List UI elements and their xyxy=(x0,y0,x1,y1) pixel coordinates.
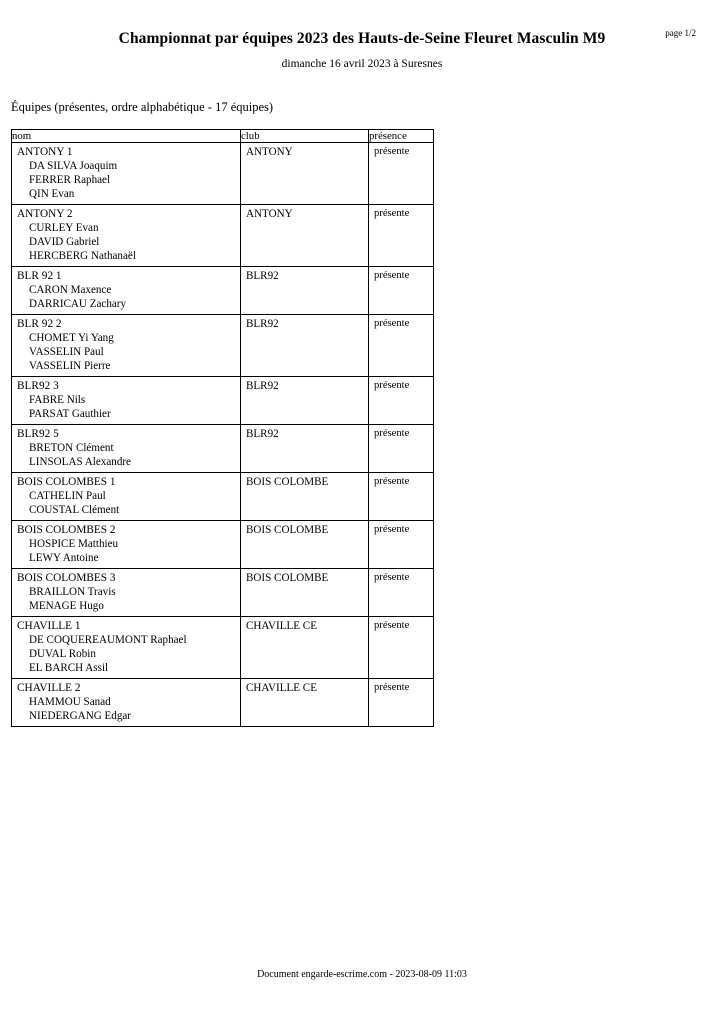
team-name: BLR 92 1 xyxy=(17,270,62,282)
team-name: BLR 92 2 xyxy=(17,318,62,330)
club-name: BLR92 xyxy=(246,380,279,392)
presence-cell xyxy=(369,205,434,267)
presence-status: présente xyxy=(374,572,410,583)
club-cell xyxy=(241,315,369,377)
club-name: BLR92 xyxy=(246,270,279,282)
column-header-club: club xyxy=(241,130,369,143)
team-name: BLR92 3 xyxy=(17,380,59,392)
fencer-name: DUVAL Robin xyxy=(29,648,96,660)
fencer-name: FABRE Nils xyxy=(29,394,86,406)
fencer-name: CARON Maxence xyxy=(29,284,112,296)
table-row xyxy=(12,617,434,679)
fencer-name: HAMMOU Sanad xyxy=(29,696,111,708)
table-row xyxy=(12,267,434,315)
team-cell xyxy=(12,679,241,727)
team-name: ANTONY 1 xyxy=(17,146,73,158)
presence-cell xyxy=(369,569,434,617)
page-subtitle: dimanche 16 avril 2023 à Suresnes xyxy=(281,58,443,70)
table-row xyxy=(12,205,434,267)
fencer-name: VASSELIN Pierre xyxy=(29,360,111,372)
table-row xyxy=(12,473,434,521)
club-name: BLR92 xyxy=(246,428,279,440)
team-name: CHAVILLE 2 xyxy=(17,682,81,694)
table-row xyxy=(12,377,434,425)
club-cell xyxy=(241,267,369,315)
club-cell xyxy=(241,569,369,617)
presence-status: présente xyxy=(374,524,410,535)
club-name: ANTONY xyxy=(246,208,293,220)
club-cell xyxy=(241,679,369,727)
fencer-name: DA SILVA Joaquim xyxy=(29,160,118,172)
team-cell xyxy=(12,205,241,267)
club-name: CHAVILLE CE xyxy=(246,620,317,632)
table-header-row xyxy=(12,130,434,143)
column-header-presence: présence xyxy=(369,130,434,143)
presence-status: présente xyxy=(374,380,410,391)
table-row xyxy=(12,679,434,727)
team-cell xyxy=(12,315,241,377)
fencer-name: QIN Evan xyxy=(29,188,75,200)
presence-cell xyxy=(369,315,434,377)
table-row xyxy=(12,425,434,473)
presence-cell xyxy=(369,521,434,569)
club-cell xyxy=(241,617,369,679)
presence-cell xyxy=(369,679,434,727)
presence-cell xyxy=(369,473,434,521)
table-row xyxy=(12,521,434,569)
fencer-name: CHOMET Yi Yang xyxy=(29,332,114,344)
team-cell xyxy=(12,425,241,473)
club-name: ANTONY xyxy=(246,146,293,158)
club-cell xyxy=(241,143,369,205)
team-name: ANTONY 2 xyxy=(17,208,73,220)
team-name: CHAVILLE 1 xyxy=(17,620,81,632)
club-cell xyxy=(241,521,369,569)
fencer-name: MENAGE Hugo xyxy=(29,600,104,612)
fencer-name: BRAILLON Travis xyxy=(29,586,116,598)
table-row xyxy=(12,143,434,205)
team-cell xyxy=(12,473,241,521)
team-cell xyxy=(12,617,241,679)
club-name: BOIS COLOMBE xyxy=(246,572,329,584)
fencer-name: DAVID Gabriel xyxy=(29,236,100,248)
table-row xyxy=(12,315,434,377)
team-cell xyxy=(12,569,241,617)
team-name: BOIS COLOMBES 1 xyxy=(17,476,116,488)
table-row xyxy=(12,569,434,617)
presence-cell xyxy=(369,617,434,679)
fencer-name: CURLEY Evan xyxy=(29,222,99,234)
fencer-name: COUSTAL Clément xyxy=(29,504,120,516)
club-cell xyxy=(241,205,369,267)
fencer-name: PARSAT Gauthier xyxy=(29,408,111,420)
team-name: BOIS COLOMBES 3 xyxy=(17,572,116,584)
presence-status: présente xyxy=(374,318,410,329)
column-header-nom: nom xyxy=(12,130,241,143)
fencer-name: BRETON Clément xyxy=(29,442,114,454)
club-name: BLR92 xyxy=(246,318,279,330)
club-name: BOIS COLOMBE xyxy=(246,476,329,488)
fencer-name: DE COQUEREAUMONT Raphael xyxy=(29,634,187,646)
presence-status: présente xyxy=(374,428,410,439)
fencer-name: DARRICAU Zachary xyxy=(29,298,127,310)
presence-cell xyxy=(369,377,434,425)
fencer-name: EL BARCH Assil xyxy=(29,662,109,674)
fencer-name: VASSELIN Paul xyxy=(29,346,104,358)
teams-table-body xyxy=(12,143,434,727)
team-cell xyxy=(12,143,241,205)
club-name: CHAVILLE CE xyxy=(246,682,317,694)
presence-cell xyxy=(369,267,434,315)
section-title: Équipes (présentes, ordre alphabétique - 17 équipes) xyxy=(11,100,274,114)
team-name: BOIS COLOMBES 2 xyxy=(17,524,116,536)
presence-status: présente xyxy=(374,620,410,631)
fencer-name: HOSPICE Matthieu xyxy=(29,538,119,550)
club-cell xyxy=(241,473,369,521)
fencer-name: LINSOLAS Alexandre xyxy=(29,456,131,468)
page-title: Championnat par équipes 2023 des Hauts-de-Seine Fleuret Masculin M9 xyxy=(118,30,606,47)
presence-status: présente xyxy=(374,208,410,219)
document-footer: Document engarde-escrime.com - 2023-08-09 11:03 xyxy=(257,969,467,980)
fencer-name: FERRER Raphael xyxy=(29,174,111,186)
fencer-name: NIEDERGANG Edgar xyxy=(29,710,131,722)
fencer-name: CATHELIN Paul xyxy=(29,490,106,502)
fencer-name: HERCBERG Nathanaël xyxy=(29,250,136,262)
teams-table xyxy=(11,129,434,727)
team-cell xyxy=(12,267,241,315)
club-cell xyxy=(241,425,369,473)
club-cell xyxy=(241,377,369,425)
page-number: page 1/2 xyxy=(665,28,696,38)
team-name: BLR92 5 xyxy=(17,428,59,440)
club-name: BOIS COLOMBE xyxy=(246,524,329,536)
presence-cell xyxy=(369,425,434,473)
presence-cell xyxy=(369,143,434,205)
team-cell xyxy=(12,377,241,425)
fencer-name: LEWY Antoine xyxy=(29,552,99,564)
presence-status: présente xyxy=(374,270,410,281)
presence-status: présente xyxy=(374,476,410,487)
team-cell xyxy=(12,521,241,569)
presence-status: présente xyxy=(374,682,410,693)
presence-status: présente xyxy=(374,146,410,157)
